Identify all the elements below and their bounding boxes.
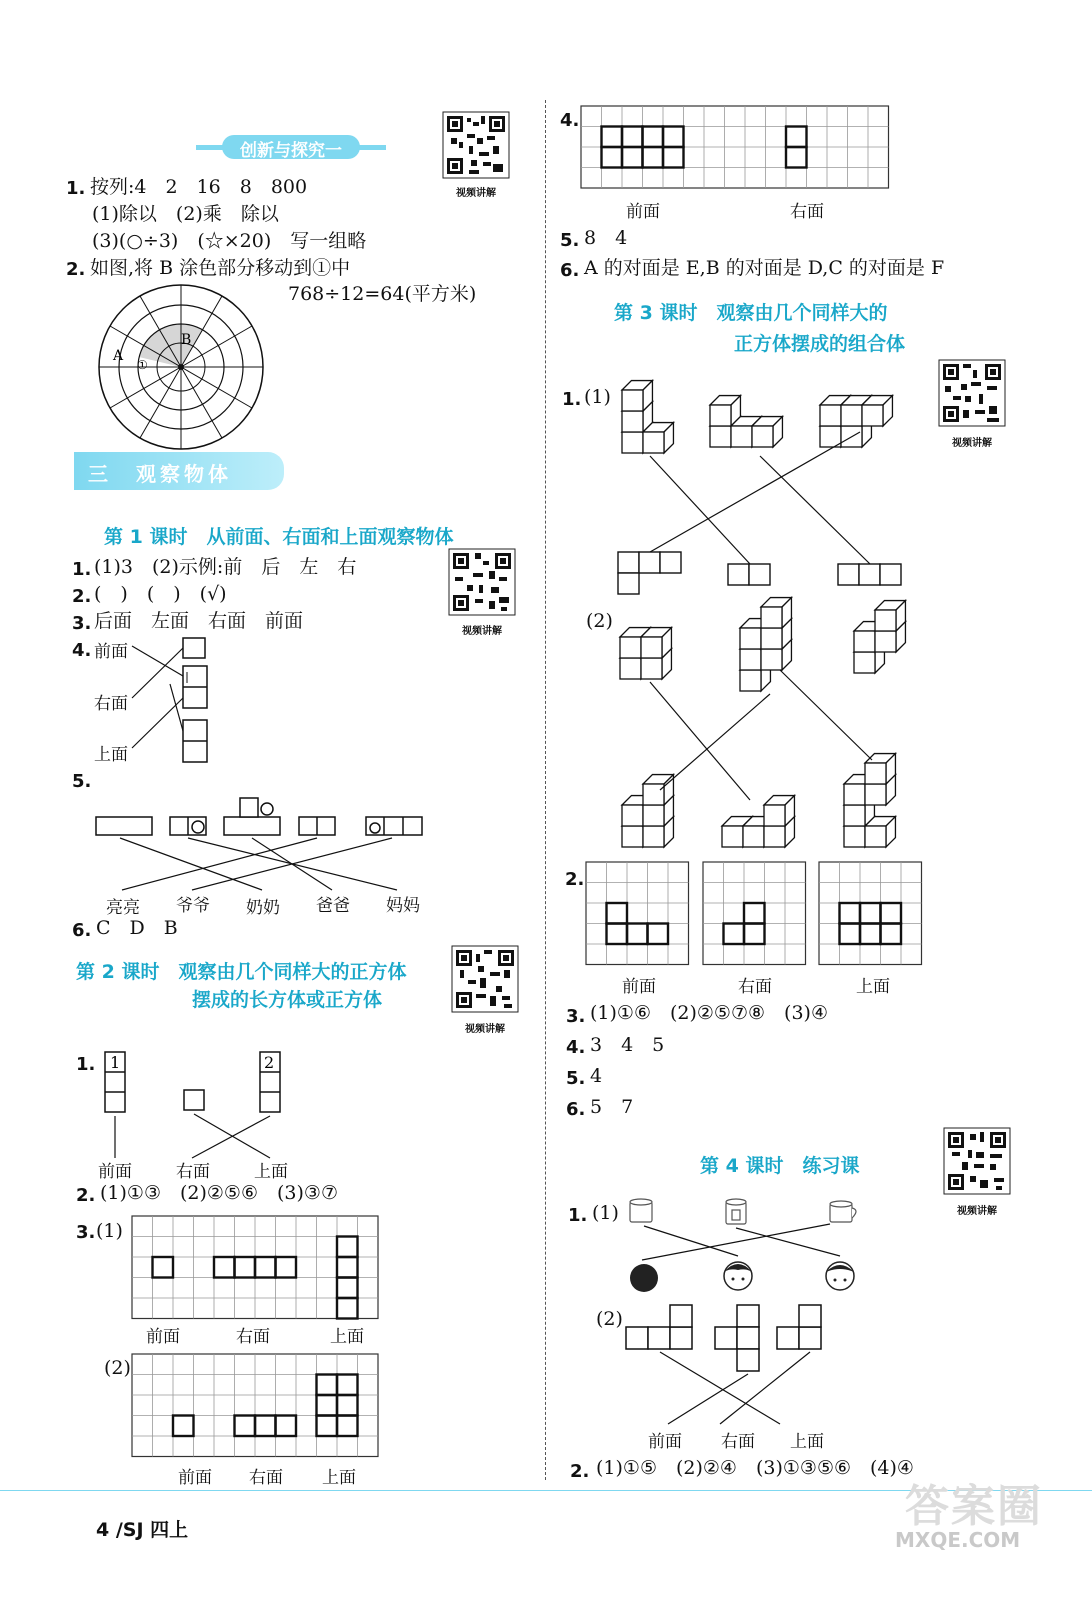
cube: [643, 775, 673, 805]
q-number: 1.: [568, 1205, 588, 1226]
grid-figure: [132, 1354, 382, 1458]
answer-line: (1)3 (2)示例:前 后 左 右: [94, 556, 357, 578]
grid-figure: [586, 862, 926, 972]
circle-diagram: [96, 282, 266, 452]
q-number: 6.: [560, 260, 580, 281]
q-number: 2.: [565, 869, 585, 890]
view-label: 右面: [236, 1327, 270, 1347]
q-number: 5.: [566, 1068, 586, 1089]
unit-title: 三 观察物体: [88, 462, 232, 486]
answer-line: 768÷12=64(平方米): [288, 283, 477, 305]
answer-line: (1)①③ (2)②⑤⑥ (3)③⑦: [100, 1182, 338, 1204]
box-label: 2: [264, 1053, 275, 1072]
view-label: 前面: [626, 202, 660, 222]
view-label: 前面: [146, 1327, 180, 1347]
cube: [764, 796, 794, 826]
view-cell: [880, 564, 901, 585]
qr-label: 视频讲解: [957, 1206, 997, 1217]
grid-figure: [132, 1216, 382, 1326]
q4-matching-figure: [130, 636, 230, 776]
q-number: 3.: [566, 1006, 586, 1027]
answer-line: A 的对面是 E,B 的对面是 D,C 的对面是 F: [584, 257, 945, 279]
view-label: 前面: [648, 1432, 682, 1452]
cube: [875, 601, 905, 631]
label-b: B: [181, 332, 192, 348]
cube: [752, 417, 782, 447]
answer-line: 3 4 5: [590, 1034, 665, 1056]
answer-line: 4: [590, 1065, 603, 1087]
qr-label: 视频讲解: [456, 188, 496, 199]
answer-line: (1)①⑥ (2)②⑤⑦⑧ (3)④: [590, 1002, 828, 1024]
view-label: 前面: [178, 1468, 212, 1488]
box-label: 1: [110, 1053, 121, 1072]
q-number: 2.: [72, 586, 92, 607]
qr-label: 视频讲解: [462, 626, 502, 637]
match-line: [650, 432, 860, 552]
q-number: 4.: [560, 110, 580, 131]
answer-line: C D B: [96, 917, 178, 939]
answer-line: (1)除以 (2)乘 除以: [92, 203, 279, 225]
person-name: 奶奶: [246, 898, 280, 918]
label-1: ①: [137, 358, 148, 372]
view-label: 上面: [330, 1327, 364, 1347]
q-number: 5.: [72, 771, 92, 792]
match-line: [660, 694, 770, 790]
watermark-url: MXQE.COM: [895, 1528, 1021, 1552]
grid: [132, 1216, 378, 1319]
lesson-title: 第 4 课时 练习课: [700, 1155, 860, 1177]
lesson-title: 第 2 课时 观察由几个同样大的正方体: [76, 961, 407, 983]
cube: [641, 628, 671, 658]
view-label: 前面: [98, 1162, 132, 1182]
view-label: 前面: [622, 977, 656, 997]
qr-code-icon: [452, 946, 518, 1012]
match-line: [760, 456, 870, 564]
view-label: 右面: [249, 1468, 283, 1488]
column-divider: [545, 100, 546, 1480]
q-number: 4.: [72, 640, 92, 661]
q-number: 5.: [560, 230, 580, 251]
view-label: 上面: [254, 1162, 288, 1182]
lesson-title: 正方体摆成的组合体: [734, 333, 906, 355]
view-label: 右面: [176, 1162, 210, 1182]
grid: [581, 106, 889, 188]
grid: [703, 862, 806, 965]
match-line: [650, 456, 750, 564]
answer-line: 后面 左面 右面 前面: [94, 610, 304, 632]
qr-code-icon: [944, 1128, 1010, 1194]
answer-line: 按列:4 2 16 8 800: [90, 176, 308, 198]
grid-figure: [581, 106, 891, 190]
q-number: 6.: [72, 920, 92, 941]
answer-line: 如图,将 B 涂色部分移动到①中: [90, 257, 351, 279]
sub-label: (1): [584, 386, 611, 408]
cups-and-faces-figure: [620, 1196, 870, 1296]
view-label: 上面: [790, 1432, 824, 1452]
q-number: 1.: [76, 1054, 96, 1075]
qr-code-icon: [443, 112, 509, 178]
q-number: 3.: [72, 613, 92, 634]
view-cell: [749, 564, 770, 585]
person-name: 亮亮: [106, 898, 140, 918]
unit-banner: [74, 452, 284, 490]
sub-label: (1): [96, 1220, 123, 1242]
q-number: 6.: [566, 1099, 586, 1120]
cube: [643, 423, 673, 453]
cube: [622, 381, 652, 411]
view-cell: [660, 552, 681, 573]
view-label: 上面: [322, 1468, 356, 1488]
view-cell: [618, 573, 639, 594]
q-number: 1.: [562, 389, 582, 410]
answer-line: (1)①⑤ (2)②④ (3)①③⑤⑥ (4)④: [596, 1457, 914, 1479]
sub-label: (2): [104, 1357, 131, 1379]
match-line: [780, 670, 872, 760]
qr-code-icon: [939, 360, 1005, 426]
view-label: 右面: [738, 977, 772, 997]
grid: [819, 862, 922, 965]
lesson-title: 第 1 课时 从前面、右面和上面观察物体: [104, 526, 454, 548]
section-pill: [196, 135, 386, 159]
view-label: 右面: [721, 1432, 755, 1452]
pill-title: 创新与探究一: [240, 141, 342, 161]
sub-label: (1): [592, 1202, 619, 1224]
cube: [761, 598, 791, 628]
person-name: 爸爸: [316, 896, 350, 916]
q-number: 1.: [66, 178, 86, 199]
sub-label: (2): [586, 610, 613, 632]
q-number: 3.: [76, 1222, 96, 1243]
view-label: 前面: [94, 642, 128, 662]
qr-label: 视频讲解: [952, 438, 992, 449]
view-cell: [618, 552, 639, 573]
view-label: 右面: [790, 202, 824, 222]
answer-line: ( ) ( ) (√): [94, 583, 227, 605]
l2-q1-figure: [100, 1050, 300, 1160]
q-number: 1.: [72, 559, 92, 580]
view-label: 上面: [856, 977, 890, 997]
answer-line: 5 7: [590, 1096, 634, 1118]
grid: [132, 1354, 378, 1457]
cube-figure: [610, 600, 920, 850]
view-cell: [838, 564, 859, 585]
q5-matching-figure: [92, 790, 432, 910]
answer-line: 8 4: [584, 227, 628, 249]
view-label: 右面: [94, 694, 128, 714]
person-name: 妈妈: [386, 896, 420, 916]
l4-q1b-figure: [620, 1304, 860, 1424]
page-footer: 4 /SJ 四上: [96, 1519, 189, 1541]
watermark-logo: 答案圈: [905, 1481, 1043, 1532]
grid: [586, 862, 689, 965]
qr-label: 视频讲解: [465, 1024, 505, 1035]
q-number: 4.: [566, 1037, 586, 1058]
view-label: 上面: [94, 745, 128, 765]
label-a: A: [113, 348, 124, 364]
lesson-title: 第 3 课时 观察由几个同样大的: [614, 302, 888, 324]
lesson-title: 摆成的长方体或正方体: [192, 989, 383, 1011]
person-name: 爷爷: [176, 896, 210, 916]
sub-label: (2): [596, 1308, 623, 1330]
q-number: 2.: [570, 1461, 590, 1482]
answer-line: (3)(○÷3) (☆×20) 写一组略: [92, 230, 367, 252]
cube: [862, 396, 892, 426]
cube-figure: [610, 372, 920, 602]
view-cell: [728, 564, 749, 585]
view-cell: [859, 564, 880, 585]
view-cell: [639, 552, 660, 573]
q-number: 2.: [76, 1185, 96, 1206]
q-number: 2.: [66, 259, 86, 280]
qr-code-icon: [449, 549, 515, 615]
